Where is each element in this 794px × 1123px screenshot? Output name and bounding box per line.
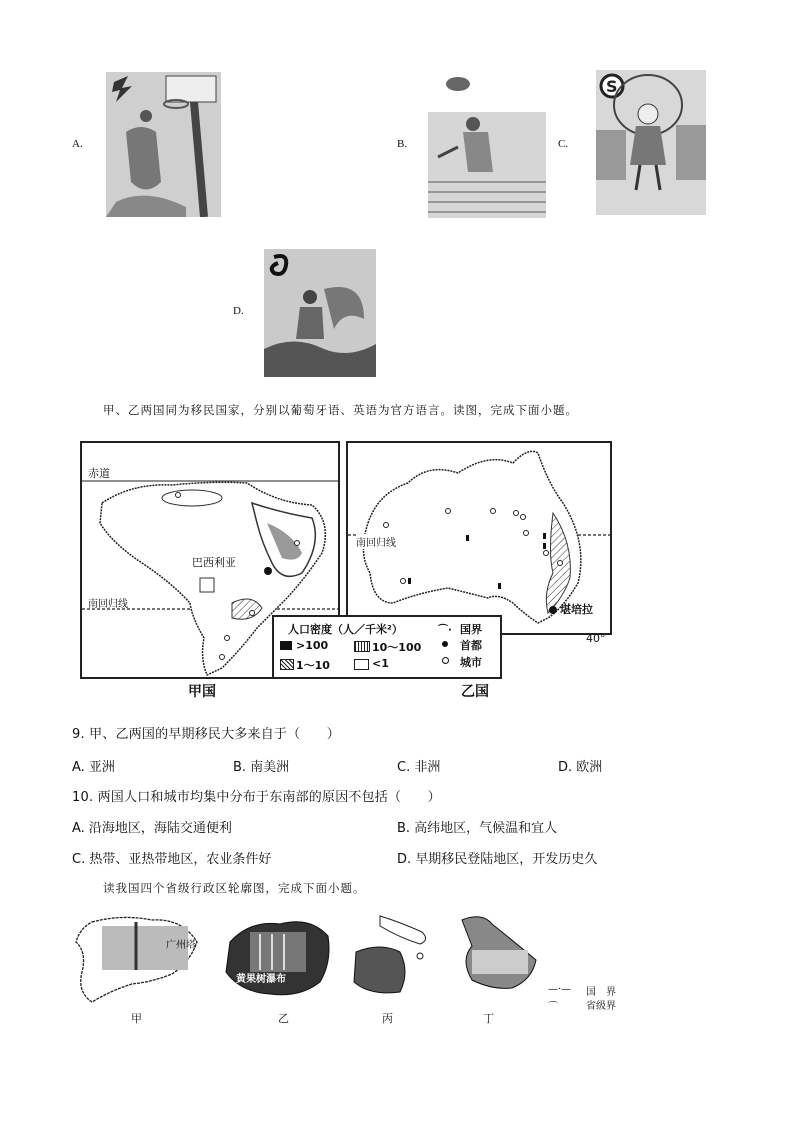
option-d-letter: D. <box>233 305 244 317</box>
question-9-stem: 9. 甲、乙两国的早期移民大多来自于（ ） <box>72 727 340 742</box>
province-jia-caption: 甲 <box>131 1012 142 1025</box>
legend-border-symbol-icon: ⌒· <box>438 625 452 636</box>
map-legend <box>272 615 502 679</box>
question-10-stem: 10. 两国人口和城市均集中分布于东南部的原因不包括（ ） <box>72 790 441 805</box>
q10-option-a[interactable]: A. 沿海地区，海陆交通便利 <box>72 821 232 836</box>
legend-title: 人口密度（人／千米²） <box>288 623 403 636</box>
province-bing-caption: 丙 <box>382 1012 393 1025</box>
legend-capital: 首都 <box>460 639 482 652</box>
option-a-letter: A. <box>72 138 83 150</box>
legend-border: 国界 <box>460 623 482 636</box>
province-yi-caption: 乙 <box>278 1012 289 1025</box>
tropic-label-right: 南回归线 <box>356 534 396 549</box>
province-yi-outline <box>220 912 336 1002</box>
q10-option-b[interactable]: B. 高纬地区，气候温和宜人 <box>397 821 558 836</box>
canton-tower-label: 广州塔 <box>166 940 196 951</box>
legend-swatch-medium <box>354 641 370 652</box>
province-bing-outline <box>350 912 430 996</box>
brasilia-label: 巴西利亚 <box>192 556 236 569</box>
thunderstorm-basketball-icon <box>106 72 221 217</box>
national-border-symbol-icon: —·— <box>548 984 572 995</box>
sunny-jump-rope-icon <box>596 70 706 215</box>
typhoon-icon <box>264 249 376 377</box>
legend-swatch-dense <box>280 641 292 650</box>
latitude-40-label: 40° <box>586 632 606 645</box>
huangguoshu-label: 黄果树瀑布 <box>236 974 286 985</box>
cloud-farming-icon <box>428 72 546 218</box>
q9-option-a[interactable]: A. 亚洲 <box>72 760 115 775</box>
option-b-letter: B. <box>397 138 408 150</box>
legend-city: 城市 <box>460 656 482 669</box>
map-yi-frame <box>346 441 612 635</box>
canberra-label: 堪培拉 <box>560 603 593 616</box>
province-ding-outline <box>452 910 542 994</box>
legend-medium: 10～100 <box>372 641 422 654</box>
q9-option-b[interactable]: B. 南美洲 <box>233 760 290 775</box>
legend-swatch-sparse <box>354 659 369 670</box>
map-yi-caption: 乙国 <box>461 684 489 700</box>
q9-option-d[interactable]: D. 欧洲 <box>558 760 603 775</box>
legend-provincial-border: 省级界 <box>586 1001 616 1012</box>
map-jia-caption: 甲国 <box>188 684 216 700</box>
legend-national-border: 国 界 <box>586 987 616 998</box>
legend-swatch-low <box>280 659 294 670</box>
svg-text:S: S <box>606 77 618 96</box>
legend-sparse: <1 <box>372 657 389 670</box>
q9-option-c[interactable]: C. 非洲 <box>397 760 441 775</box>
tropic-label-left: 南回归线 <box>88 599 128 610</box>
equator-label: 赤道 <box>88 467 110 480</box>
capital-dot-icon <box>442 641 448 647</box>
provincial-border-symbol-icon: ⌒ <box>548 1002 558 1013</box>
intro-text-2: 读我国四个省级行政区轮廓图，完成下面小题。 <box>103 881 366 895</box>
legend-dense: >100 <box>296 639 329 652</box>
intro-text-1: 甲、乙两国同为移民国家，分别以葡萄牙语、英语为官方语言。读图，完成下面小题。 <box>103 403 578 417</box>
option-c-letter: C. <box>558 138 569 150</box>
q10-option-c[interactable]: C. 热带、亚热带地区，农业条件好 <box>72 852 272 867</box>
province-ding-caption: 丁 <box>483 1012 494 1025</box>
province-jia-outline <box>72 912 202 1008</box>
legend-low: 1～10 <box>296 659 330 672</box>
q10-option-d[interactable]: D. 早期移民登陆地区，开发历史久 <box>397 852 598 867</box>
city-dot-icon <box>442 657 449 664</box>
